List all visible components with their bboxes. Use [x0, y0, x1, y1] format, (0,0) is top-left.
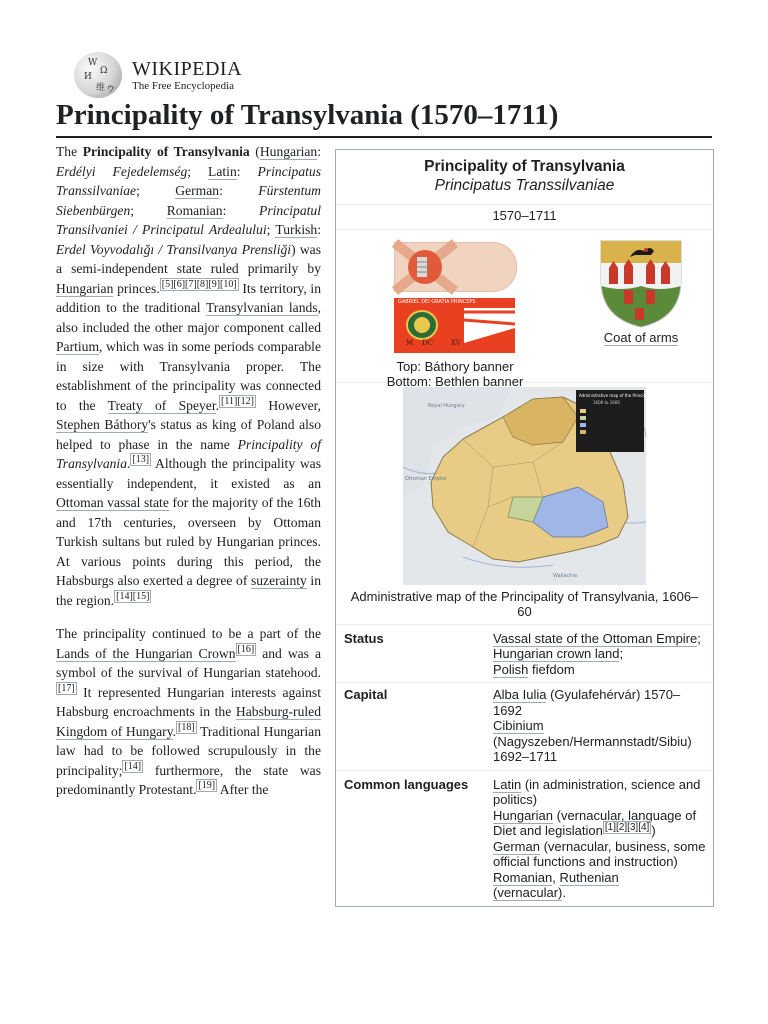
paragraph-1: The Principality of Transylvania (Hungarian: Erdélyi Fejedelemség; Latin: Principatus Transsilvaniae; German: Fürstentum Siebenbürgen; Romanian: Principatul Transilvaniei / Principatul Ardealului; Turkish: Erdel Voyvodalığı / Transilvanya Prensliği) was a semi-independent state ruled primarily by Hungarian princes. [5][6][7][8][9][10] Its territory, in addition to the traditional Transylvanian lands, also included the other major component called Partium, which was in some periods comparable in size with Transylvania proper. The establishment of the principality was connected to the Treaty of Speyer. [11][12] However, Stephen Báthory's status as king of Poland also helped to phase in the name Principality of Transylvania. [13] Although the principality was essentially independent, it existed as an Ottoman vassal state for the majority of the 16th and 17th centuries, overseen by Ottoman Turkish sultans but ruled by Hungarian princes. At various points during this period, the Habsburgs also exerted a degree of suzerainty in the region. [14][15]	[56, 144, 322, 608]
map-label: Wallachia	[553, 572, 577, 579]
wikipedia-logo[interactable]	[74, 52, 242, 98]
link-habsburg-ruled[interactable]: Habsburg-ruled	[235, 704, 321, 719]
globe-glyph: ウ	[106, 85, 116, 95]
link-partium[interactable]: Partium	[56, 339, 100, 354]
status-label: Status	[344, 630, 384, 646]
globe-glyph: W	[88, 58, 98, 68]
citation-ref[interactable]: [11][12]	[221, 395, 254, 407]
bold-title: Principality of Transylvania	[82, 144, 250, 159]
citation-ref[interactable]: [19]	[198, 780, 216, 792]
globe-glyph: Ω	[100, 66, 108, 76]
citation-ref[interactable]: [5][6][7][8][9][10]	[161, 278, 237, 290]
infobox-row-capital: Capital Alba Iulia (Gyulafehérvár) 1570–1692 Cibinium (Nagyszeben/Hermannstadt/Sibiu) 1692–1711	[336, 682, 713, 770]
administrative-map-image[interactable]	[403, 387, 686, 585]
citation-ref[interactable]: [17]	[58, 682, 75, 694]
infobox-row-status: Status Vassal state of the Ottoman Empire; Hungarian crown land; Polish fiefdom	[336, 624, 713, 683]
banner-caption: Top: Báthory banner Bottom: Bethlen banner	[386, 358, 524, 389]
link-polish[interactable]: Polish	[493, 661, 529, 677]
link-lands-of-hungarian-crown[interactable]: Lands of the Hungarian Crown	[56, 645, 236, 661]
citation-ref[interactable]: [16]	[237, 643, 255, 655]
infobox-title: Principality of Transylvania	[424, 158, 625, 175]
infobox-row-languages: Common languages Latin (in administration, science and politics) Hungarian (vernacular, language of Diet and legislation [1][2][3][4] ) German (vernacular, business, some official functions and instruction) Romanian, Ruthenian (vernacular).	[336, 770, 713, 906]
infobox-images	[336, 229, 713, 389]
page-title: Principality of Transylvania (1570–1711)	[56, 96, 712, 138]
infobox-years: 1570–1711	[336, 204, 713, 229]
link-latin-language[interactable]: Latin	[493, 776, 522, 792]
map-caption: Administrative map of the Principality of Transylvania, 1606–60	[350, 588, 699, 619]
link-hungarian[interactable]: Hungarian	[259, 144, 318, 159]
map-legend-title: Administrative map of the Principality of Transylvania	[579, 392, 686, 398]
globe-glyph: И	[84, 72, 92, 82]
bethlen-banner-image[interactable]	[394, 298, 515, 353]
coat-of-arms-caption[interactable]: Coat of arms	[603, 329, 679, 345]
link-ruthenian-language[interactable]: Ruthenian	[559, 869, 619, 885]
link-vernacular[interactable]: (vernacular)	[493, 885, 563, 900]
coat-of-arms-image[interactable]	[600, 240, 682, 328]
link-alba-iulia[interactable]: Alba Iulia	[493, 687, 547, 702]
link-german[interactable]: German	[175, 183, 220, 198]
tagline: The Free Encyclopedia	[132, 79, 235, 92]
link-latin[interactable]: Latin	[208, 163, 237, 179]
bathory-banner-image[interactable]	[394, 242, 517, 292]
citation-ref[interactable]: [14]	[124, 760, 142, 772]
citation-ref[interactable]: [13]	[132, 454, 150, 466]
banner-letter: XV	[450, 339, 461, 347]
infobox-map	[336, 382, 713, 624]
globe-glyph: 维	[96, 83, 106, 93]
link-hungarian-princes[interactable]: Hungarian	[56, 280, 114, 296]
banner-letter: DC	[422, 339, 434, 347]
link-hungarian-crown-land[interactable]: Hungarian crown land	[493, 646, 620, 661]
banner-letter: M	[406, 339, 414, 347]
link-cibinium[interactable]: Cibinium	[493, 718, 544, 733]
link-treaty-of-speyer[interactable]: Treaty of Speyer	[107, 397, 216, 413]
link-vassal-state[interactable]: Vassal state of the Ottoman Empire	[493, 630, 698, 646]
link-suzerainty[interactable]: suzerainty	[250, 573, 307, 588]
link-hungarian-language[interactable]: Hungarian	[493, 807, 553, 823]
citation-ref[interactable]: [18]	[178, 721, 195, 733]
link-transylvanian-lands[interactable]: Transylvanian lands	[205, 300, 318, 315]
citation-ref[interactable]: [1][2][3][4]	[604, 821, 650, 833]
capital-label: Capital	[344, 687, 388, 702]
map-legend-years: 1606 to 1660	[593, 399, 620, 405]
link-german-language[interactable]: German	[493, 838, 540, 854]
languages-label: Common languages	[344, 776, 469, 792]
link-romanian-language[interactable]: Romanian	[493, 869, 553, 885]
link-stephen-bathory[interactable]: Stephen Báthory	[56, 417, 149, 432]
link-romanian[interactable]: Romanian	[166, 202, 223, 218]
bethlen-banner-motto: GABRIEL DEI GRATIA PRINCEPS	[398, 298, 476, 305]
link-kingdom-of-hungary[interactable]: Kingdom of Hungary	[56, 723, 173, 739]
citation-ref[interactable]: [14][15]	[116, 590, 150, 602]
infobox-native-name: Principatus Transsilvaniae	[434, 177, 615, 194]
article-body	[56, 142, 321, 814]
puzzle-globe-icon	[74, 52, 122, 98]
paragraph-2: The principality continued to be a part of the Lands of the Hungarian Crown [16] and was a symbol of the survival of Hungarian statehood.[17] It represented Hungarian interests against Habsburg encroachments in the Habsburg-ruled Kingdom of Hungary. [18] Traditional Hungarian law had to be followed scrupulously in the principality; [14] furthermore, the state was predominantly Protestant. [19] After the	[56, 626, 321, 797]
map-label: Ottoman Empire	[405, 475, 447, 482]
infobox	[335, 149, 714, 907]
link-turkish[interactable]: Turkish	[275, 222, 318, 237]
map-label: Royal Hungary	[428, 402, 465, 409]
wordmark: WIKIPEDIA	[132, 57, 243, 80]
link-ottoman-vassal-state[interactable]: Ottoman vassal state	[56, 495, 169, 510]
